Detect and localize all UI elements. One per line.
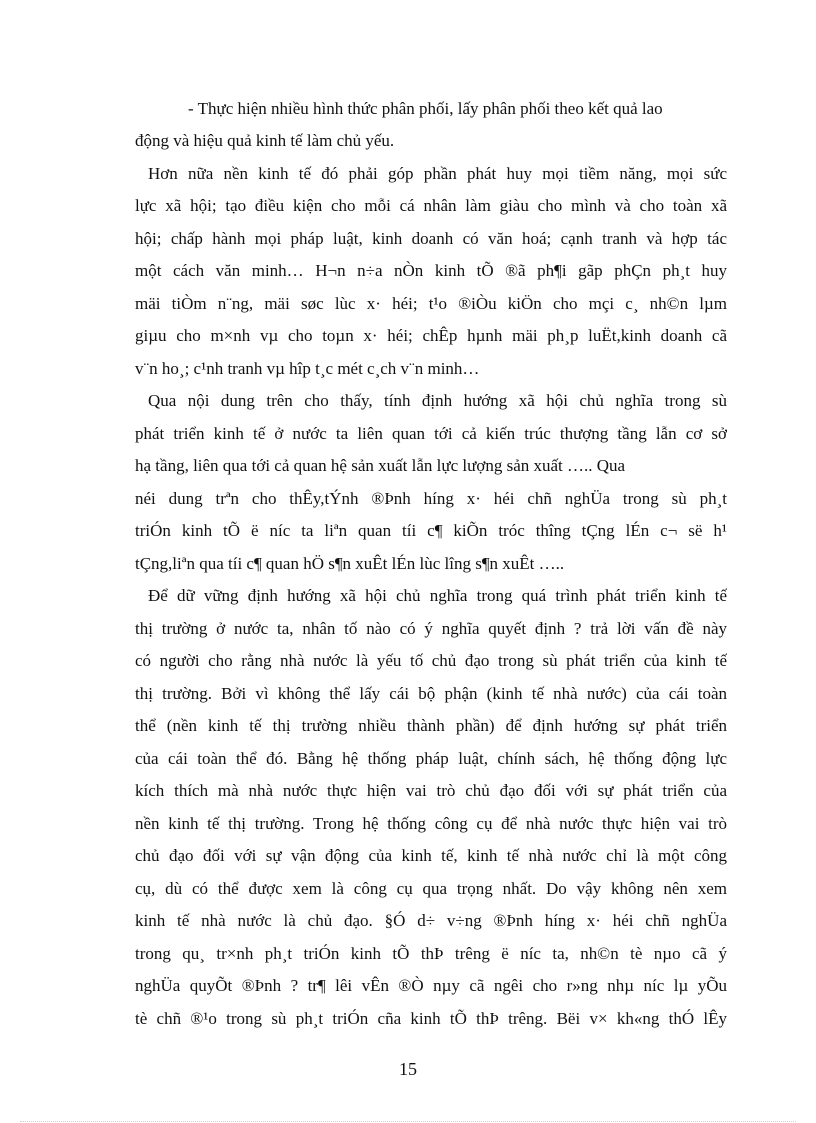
text-line-13: néi dung trªn cho thÊy,tÝnh ®Þnh híng x· héi chñ nghÜa trong sù ph¸t — [135, 489, 727, 508]
text-line-10: Qua nội dung trên cho thấy, tính định hướng xã hội chủ nghĩa trong sù — [148, 391, 727, 410]
text-line-11: phát triển kinh tế ở nước ta liên quan tới cả kiến trúc thượng tầng lẫn cơ sở — [135, 424, 727, 443]
text-line-7: mäi tiÒm n¨ng, mäi søc lùc x· héi; t¹o ®iÒu kiÖn cho mçi c¸ nh©n lµm — [135, 294, 727, 313]
page-number: 15 — [399, 1059, 417, 1079]
text-line-5: hội; chấp hành mọi pháp luật, kinh doanh có văn hoá; cạnh tranh và hợp tác — [135, 229, 727, 248]
text-line-2: động và hiệu quả kinh tế làm chủ yếu. — [135, 131, 395, 150]
text-line-18: có người cho rằng nhà nước là yếu tố chủ đạo trong sù phát triển của kinh tế — [135, 651, 727, 670]
text-line-6: một cách văn minh… H¬n n÷a nÒn kinh tÕ ®ã ph¶i gãp phÇn ph¸t huy — [135, 261, 727, 280]
text-line-16: Để dữ vững định hướng xã hội chủ nghĩa trong quá trình phát triển kinh tế — [148, 586, 727, 605]
text-line-17: thị trường ở nước ta, nhân tố nào có ý nghĩa quyết định ? trả lời vấn đề này — [135, 619, 727, 638]
text-line-23: nền kinh tế thị trường. Trong hệ thống công cụ để nhà nước thực hiện vai trò — [135, 814, 727, 833]
text-line-20: thể (nền kinh tế thị trường nhiều thành phần) để định hướng sự phát triển — [135, 716, 727, 735]
text-line-3: Hơn nữa nền kinh tế đó phải góp phần phát huy mọi tiềm năng, mọi sức — [148, 164, 727, 183]
text-line-29: tè chñ ®¹o trong sù ph¸t triÓn cña kinh tÕ thÞ trêng. Bëi v× kh«ng thÓ lÊy — [135, 1009, 727, 1028]
text-line-9: v¨n ho¸; c¹nh tranh vµ hîp t¸c mét c¸ch v¨n minh… — [135, 359, 480, 378]
page-bottom-divider — [20, 1121, 796, 1122]
text-line-19: thị trường. Bởi vì không thể lấy cái bộ phận (kinh tế nhà nước) của cái toàn — [135, 684, 727, 703]
text-line-28: nghÜa quyÕt ®Þnh ? tr¶ lêi vÊn ®Ò nµy cã ngêi cho r»ng nhµ níc lµ yÕu — [135, 976, 727, 995]
text-line-8: giµu cho m×nh vµ cho toµn x· héi; chÊp hµnh mäi ph¸p luËt,kinh doanh cã — [135, 326, 727, 345]
text-line-15: tÇng,liªn qua tíi c¶ quan hÖ s¶n xuÊt lÉn lùc lîng s¶n xuÊt ….. — [135, 554, 565, 573]
text-line-14: triÓn kinh tÕ ë níc ta liªn quan tíi c¶ kiÕn tróc thîng tÇng lÉn c¬ së h¹ — [135, 521, 727, 540]
text-line-25: cụ, dù có thể được xem là công cụ qua trọng nhất. Do vậy không nên xem — [135, 879, 727, 898]
text-line-4: lực xã hội; tạo điều kiện cho mỗi cá nhân làm giàu cho mình và cho toàn xã — [135, 196, 727, 215]
text-line-21: của cái toàn thể đó. Bằng hệ thống pháp luật, chính sách, hệ thống động lực — [135, 749, 727, 768]
text-line-27: trong qu¸ tr×nh ph¸t triÓn kinh tÕ thÞ trêng ë níc ta, nh©n tè nµo cã ý — [135, 944, 727, 963]
text-line-22: kích thích mà nhà nước thực hiện vai trò chủ đạo đối với sự phát triển của — [135, 781, 727, 800]
text-line-1: - Thực hiện nhiều hình thức phân phối, lấy phân phối theo kết quả lao — [188, 99, 663, 118]
text-line-26: kinh tế nhà nước là chủ đạo. §Ó d÷ v÷ng ®Þnh híng x· héi chñ nghÜa — [135, 911, 727, 930]
text-line-12: hạ tầng, liên qua tới cả quan hệ sản xuất lẫn lực lượng sản xuất ….. Qua — [135, 456, 626, 475]
text-line-24: chủ đạo đối với sự vận động của kinh tế, kinh tế nhà nước chỉ là một công — [135, 846, 727, 865]
